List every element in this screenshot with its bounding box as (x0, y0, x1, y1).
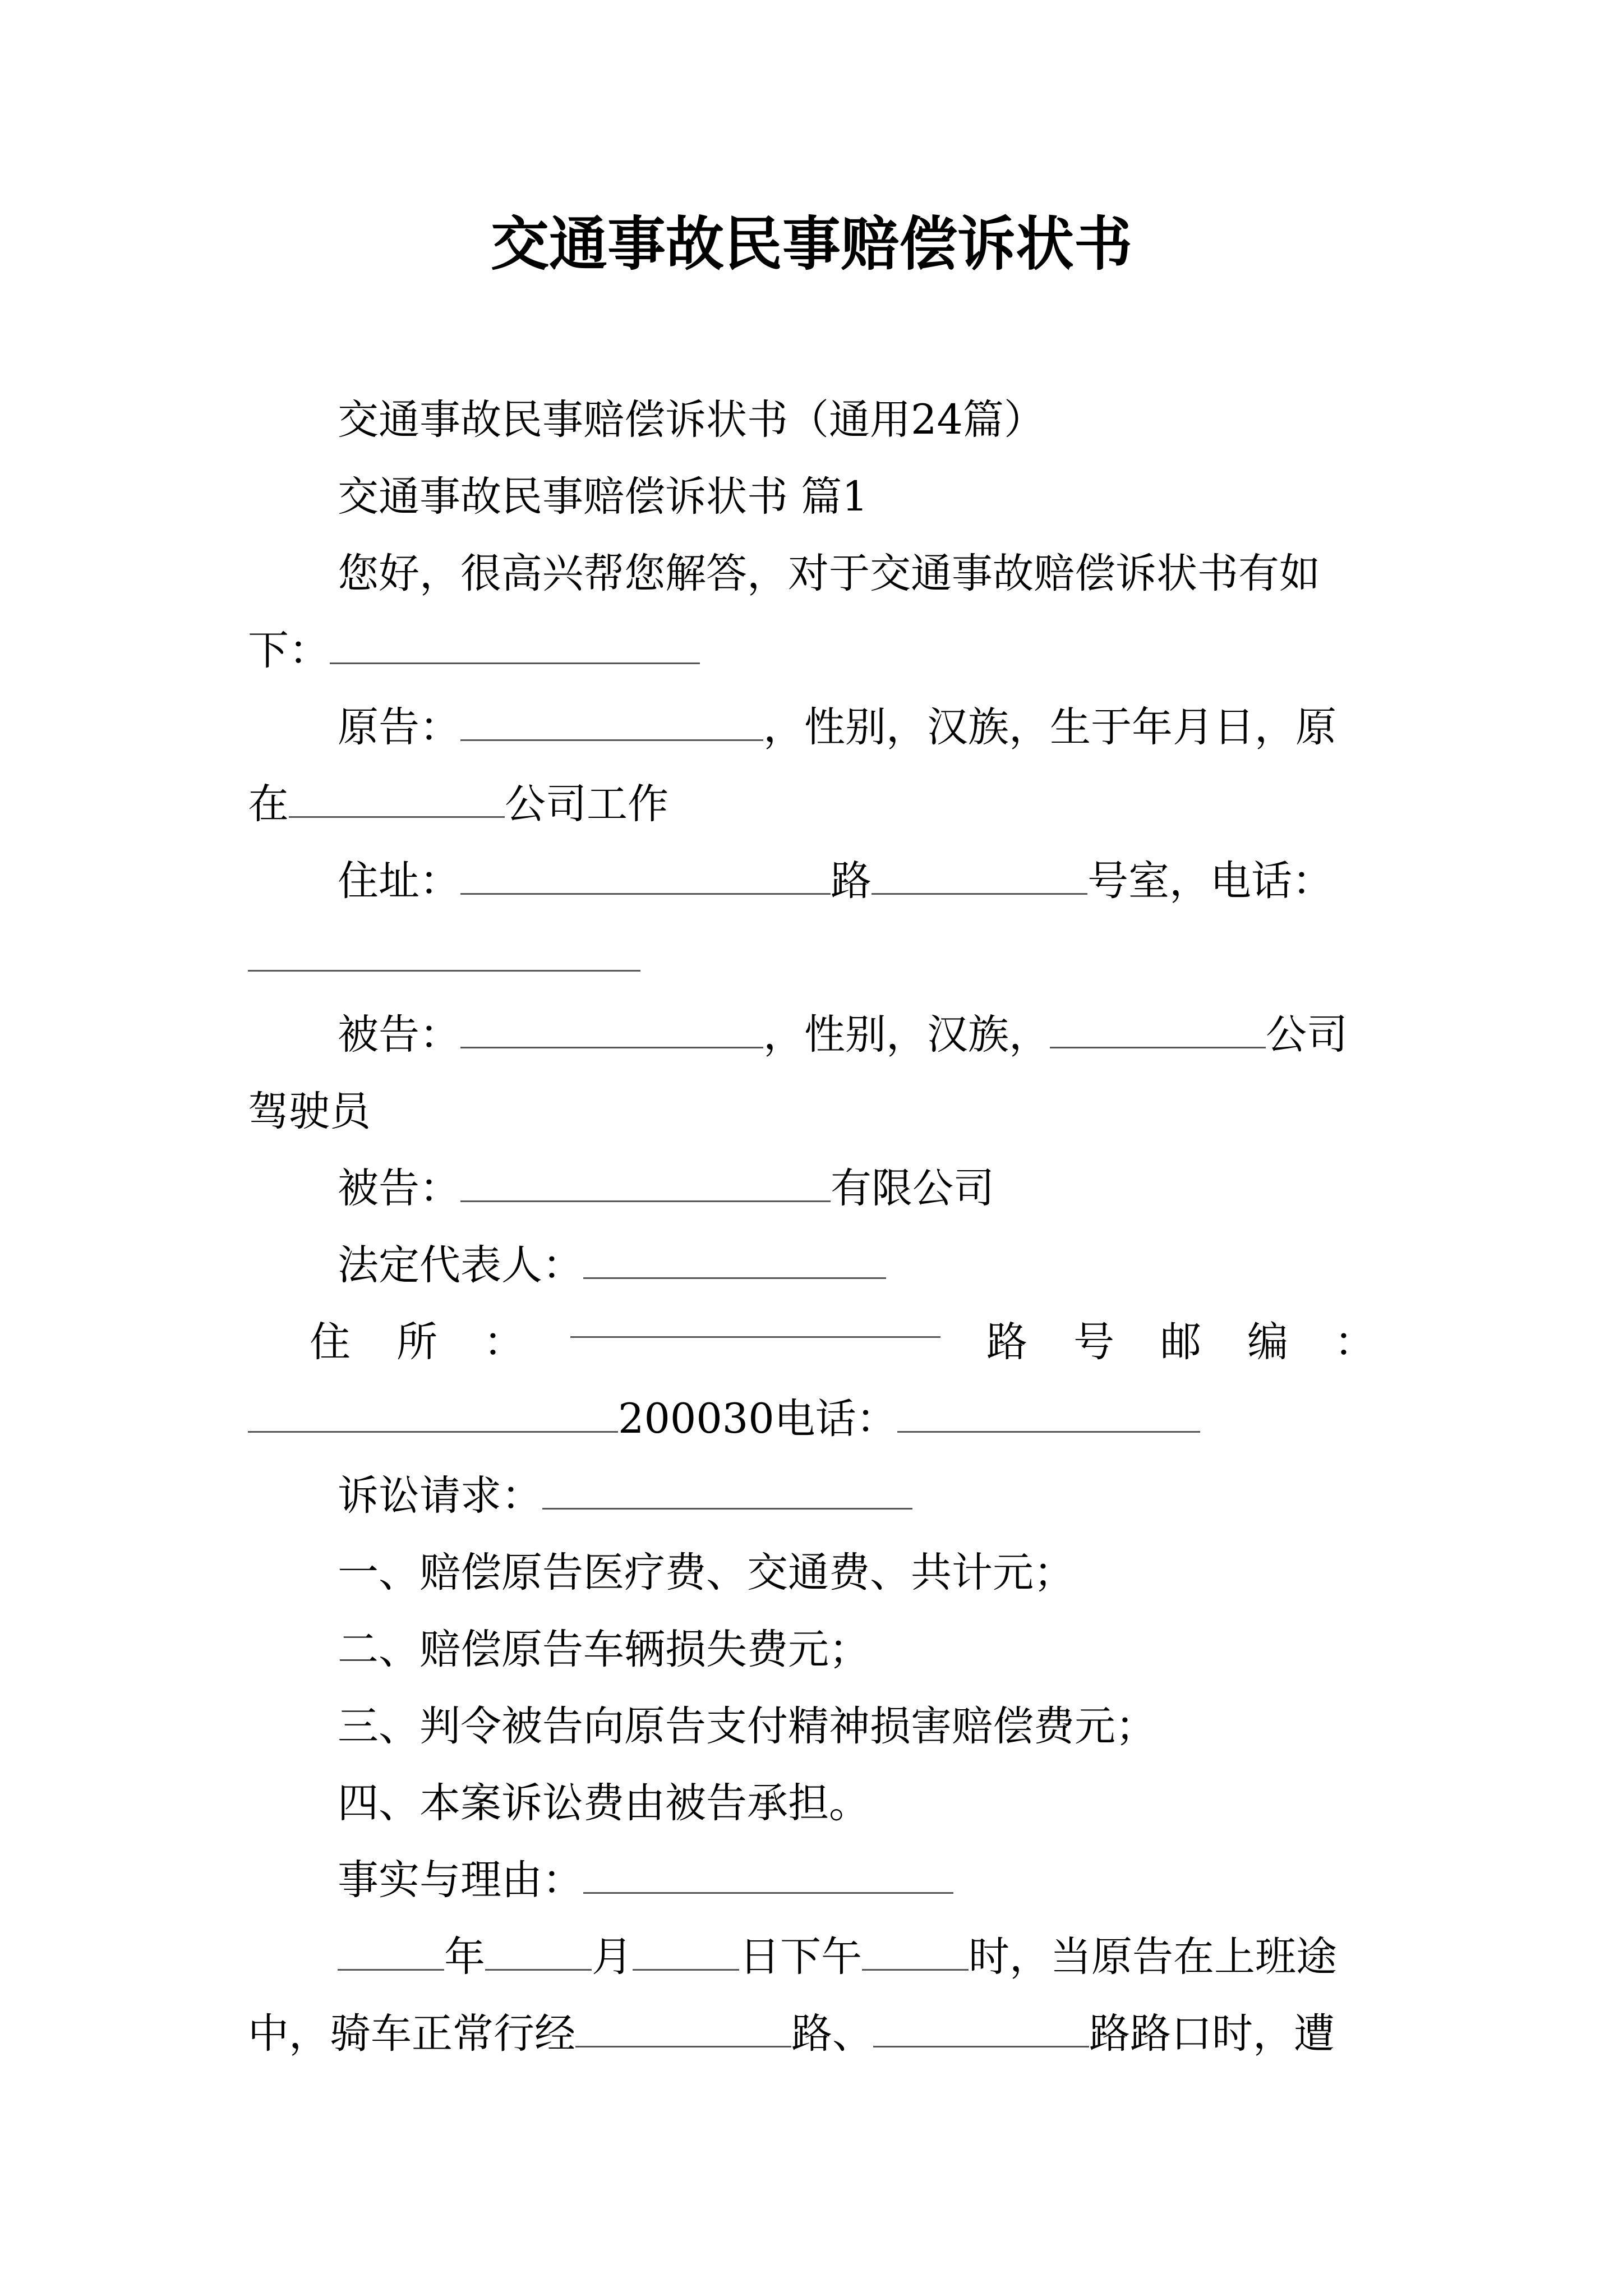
facts-blank (583, 1860, 953, 1894)
defendant-name-blank (460, 1014, 763, 1048)
month-label: 月 (592, 1933, 633, 1981)
phone-label: 号室，电话： (1087, 857, 1333, 905)
year-blank (338, 1936, 444, 1971)
section-heading-text: 交通事故民事赔偿诉状书 篇1 (338, 473, 868, 521)
plaintiff-work-prefix: 在 (248, 780, 289, 828)
legal-rep-label: 法定代表人： (338, 1241, 583, 1289)
defendant2-suffix: 有限公司 (831, 1165, 994, 1212)
defendant-line (248, 996, 1375, 1073)
plaintiff-info: ，性别，汉族，生于年月日，原 (763, 703, 1336, 751)
document-title: 交通事故民事赔偿诉状书 (490, 209, 1132, 278)
residence-line (248, 1304, 1375, 1381)
residence-cont-blank (248, 1398, 618, 1433)
legal-rep-blank (583, 1245, 886, 1279)
road2-blank (873, 2013, 1089, 2047)
facts-line (248, 1918, 1375, 1995)
address-line (248, 843, 1375, 919)
claim-item-text: 三、判令被告向原告支付精神损害赔偿费元； (338, 1703, 1156, 1750)
road1-label: 路、 (791, 2010, 873, 2058)
year-label: 年 (444, 1933, 485, 1981)
intro-line (248, 535, 1375, 612)
month-blank (485, 1936, 592, 1971)
road1-blank (575, 2013, 791, 2047)
road-blank (460, 861, 831, 895)
residence-char: 所 (396, 1318, 437, 1366)
defendant-role: 驾驶员 (248, 1088, 371, 1135)
claim-item-text: 二、赔偿原告车辆损失费元； (338, 1626, 870, 1673)
defendant-company-blank (1050, 1014, 1266, 1048)
defendant-info: ，性别，汉族， (763, 1011, 1050, 1059)
day-blank (633, 1936, 739, 1971)
facts-label: 事实与理由： (338, 1856, 583, 1904)
facts-text-end: 路路口时，遭 (1089, 2010, 1335, 2058)
room-blank (872, 861, 1087, 895)
defendant-company-label: 公司 (1266, 1011, 1348, 1059)
defendant2-phone-blank (897, 1398, 1200, 1433)
road-label: 路 (831, 857, 872, 905)
postcode-char: 编 (1247, 1318, 1288, 1366)
postcode-colon: ： (1334, 1318, 1375, 1366)
plaintiff-company-blank (289, 784, 505, 818)
road-char: 路 (986, 1318, 1027, 1366)
residence-char: 住 (310, 1318, 351, 1366)
claim-item (248, 1611, 1375, 1688)
hour-blank (862, 1936, 969, 1971)
postcode-char: 邮 (1160, 1318, 1201, 1366)
intro-text-cont: 下： (248, 627, 330, 674)
intro-text: 您好，很高兴帮您解答，对于交通事故赔偿诉状书有如 (338, 550, 1320, 597)
defendant-label: 被告： (338, 1011, 460, 1059)
claim-item-text: 一、赔偿原告医疗费、交通费、共计元； (338, 1549, 1075, 1596)
facts-text-cont: 中，骑车正常行经 (248, 2010, 575, 2058)
facts-heading (248, 1842, 1375, 1918)
residence-line-cont (248, 1381, 1375, 1457)
claims-heading (248, 1457, 1375, 1534)
claim-item (248, 1765, 1375, 1842)
phone-blank (248, 937, 640, 972)
fill-blank (330, 630, 700, 664)
subtitle-text: 交通事故民事赔偿诉状书（通用24篇） (338, 396, 1045, 444)
plaintiff-label: 原告： (338, 703, 460, 751)
residence-colon: ： (483, 1318, 524, 1366)
claim-item (248, 1688, 1375, 1765)
claims-blank (542, 1475, 912, 1510)
residence-blank (570, 1304, 940, 1338)
postcode-phone: 200030电话： (618, 1395, 897, 1443)
defendant2-name-blank (460, 1168, 831, 1202)
day-label: 日下午 (739, 1933, 862, 1981)
legal-rep-line (248, 1227, 1375, 1304)
document-body (248, 381, 1375, 2072)
defendant2-line (248, 1150, 1375, 1227)
number-char: 号 (1073, 1318, 1114, 1366)
claim-item (248, 1534, 1375, 1611)
plaintiff-work-suffix: 公司工作 (505, 780, 668, 828)
defendant2-label: 被告： (338, 1165, 460, 1212)
facts-text: 时，当原告在上班途 (969, 1933, 1337, 1981)
address-line-cont (248, 919, 1375, 996)
address-label: 住址： (338, 857, 460, 905)
intro-line-cont (248, 612, 1375, 689)
section-heading (248, 458, 1375, 535)
claims-label: 诉讼请求： (338, 1472, 542, 1520)
claim-item-text: 四、本案诉讼费由被告承担。 (338, 1779, 870, 1827)
subtitle-line (248, 381, 1375, 458)
plaintiff-line-cont (248, 766, 1375, 843)
defendant-line-cont (248, 1073, 1375, 1150)
plaintiff-name-blank (460, 707, 763, 741)
facts-line-cont (248, 1995, 1375, 2072)
plaintiff-line (248, 689, 1375, 766)
